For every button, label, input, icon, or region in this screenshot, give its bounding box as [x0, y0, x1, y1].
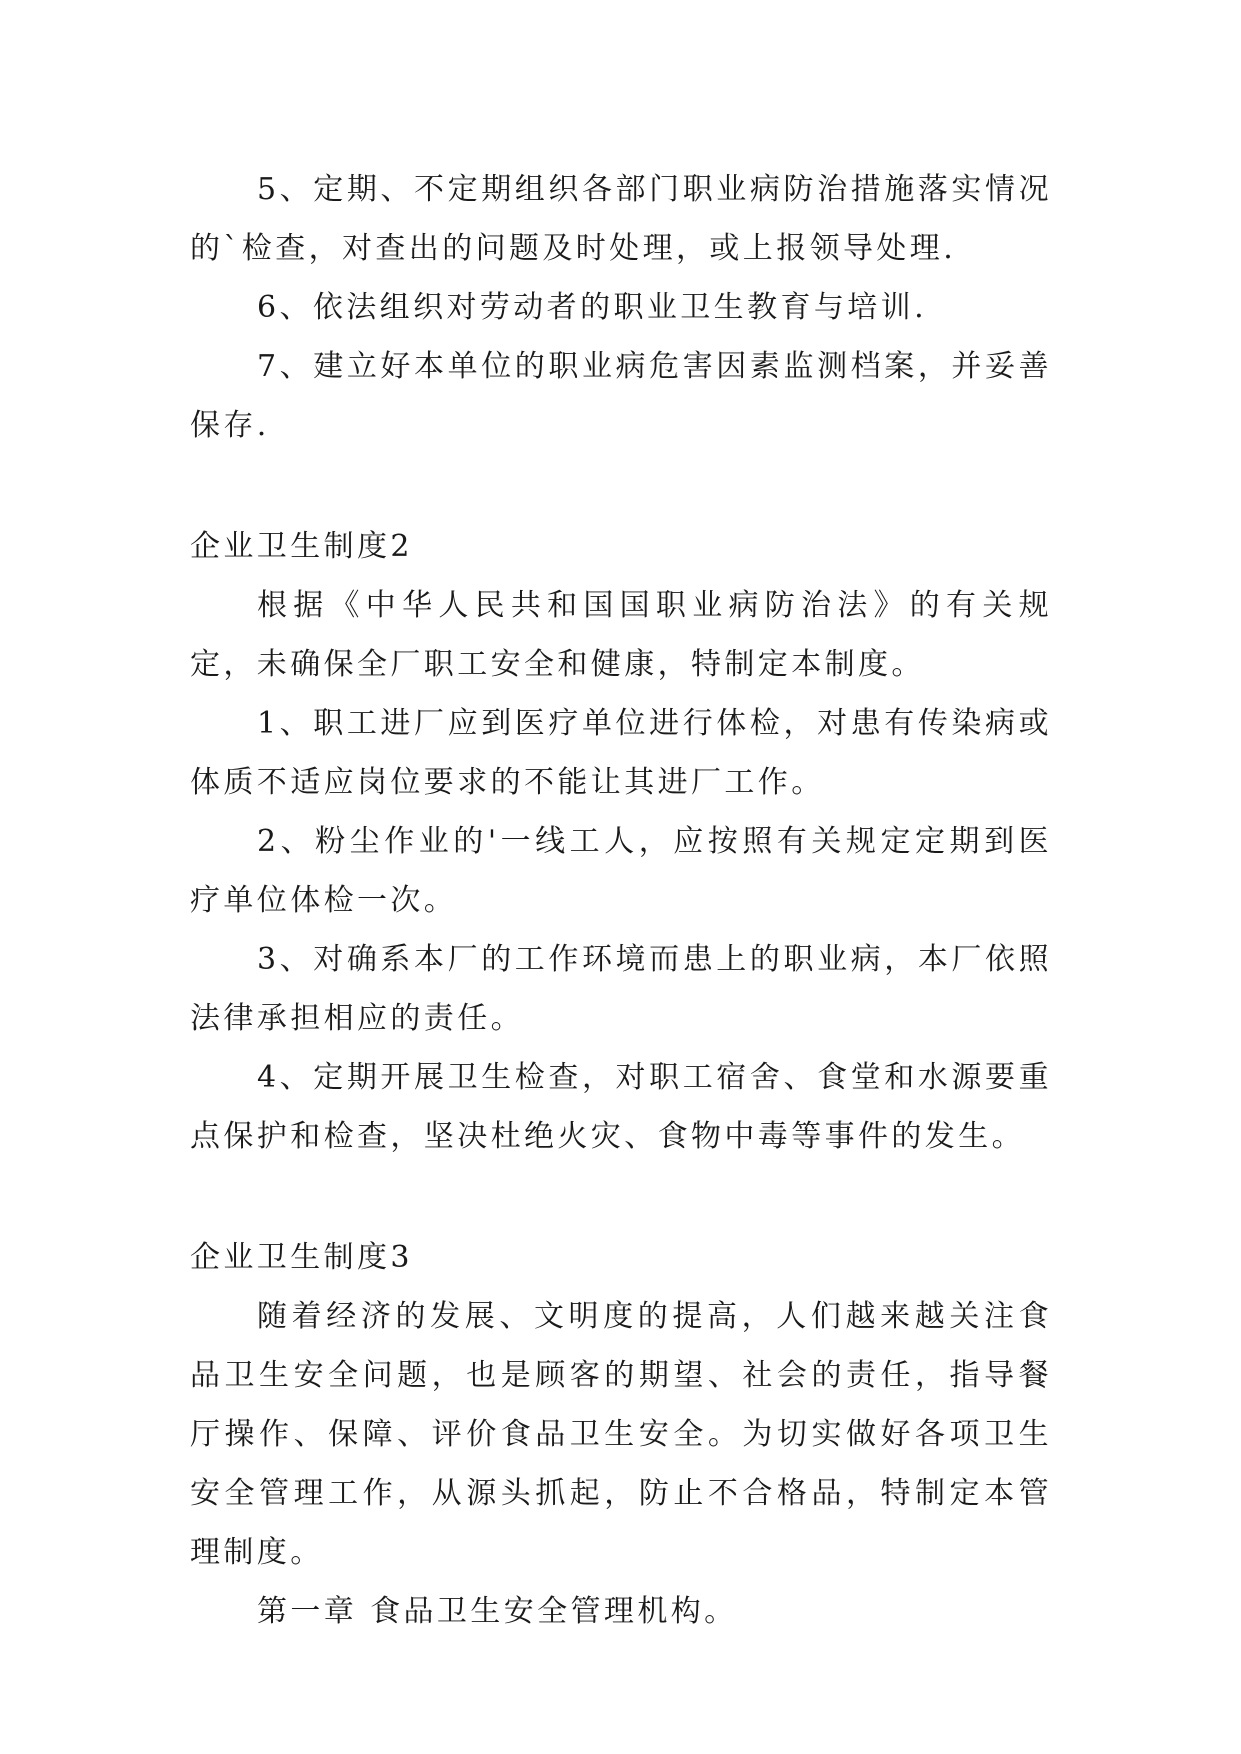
paragraph-chapter-1: 第一章 食品卫生安全管理机构。 — [257, 1594, 738, 1629]
paragraph-intro: 根据《中华人民共和国国职业病防治法》的有关规定，未确保全厂职工安全和健康，特制定本制度。 — [190, 588, 1052, 682]
paragraph-item-4: 4、定期开展卫生检查，对职工宿舍、食堂和水源要重点保护和检查，坚决杜绝火灾、食物中毒等事件的发生。 — [190, 1060, 1052, 1154]
section-hygiene-system-3 — [190, 1228, 1052, 1641]
section-hygiene-system-2 — [190, 517, 1052, 1166]
paragraph-item-1: 1、职工进厂应到医疗单位进行体检，对患有传染病或体质不适应岗位要求的不能让其进厂工作。 — [190, 706, 1052, 800]
section-occupational-disease-items — [190, 160, 1052, 455]
paragraph-item-7: 7、建立好本单位的职业病危害因素监测档案，并妥善保存. — [190, 349, 1052, 443]
paragraph-item-5: 5、定期、不定期组织各部门职业病防治措施落实情况的`检查，对查出的问题及时处理，或上报领导处理. — [190, 172, 1052, 266]
paragraph-item-2: 2、粉尘作业的'一线工人，应按照有关规定定期到医疗单位体检一次。 — [190, 824, 1052, 918]
section-heading: 企业卫生制度3 — [190, 1240, 413, 1275]
document-body — [190, 160, 1052, 1641]
paragraph-intro: 随着经济的发展、文明度的提高，人们越来越关注食品卫生安全问题，也是顾客的期望、社会的责任，指导餐厅操作、保障、评价食品卫生安全。为切实做好各项卫生安全管理工作，从源头抓起，防止不合格品，特制定本管理制度。 — [190, 1299, 1052, 1570]
paragraph-item-6: 6、依法组织对劳动者的职业卫生教育与培训. — [257, 290, 928, 325]
section-spacer — [190, 455, 1052, 517]
section-heading: 企业卫生制度2 — [190, 529, 413, 564]
section-spacer — [190, 1166, 1052, 1228]
paragraph-item-3: 3、对确系本厂的工作环境而患上的职业病，本厂依照法律承担相应的责任。 — [190, 942, 1052, 1036]
